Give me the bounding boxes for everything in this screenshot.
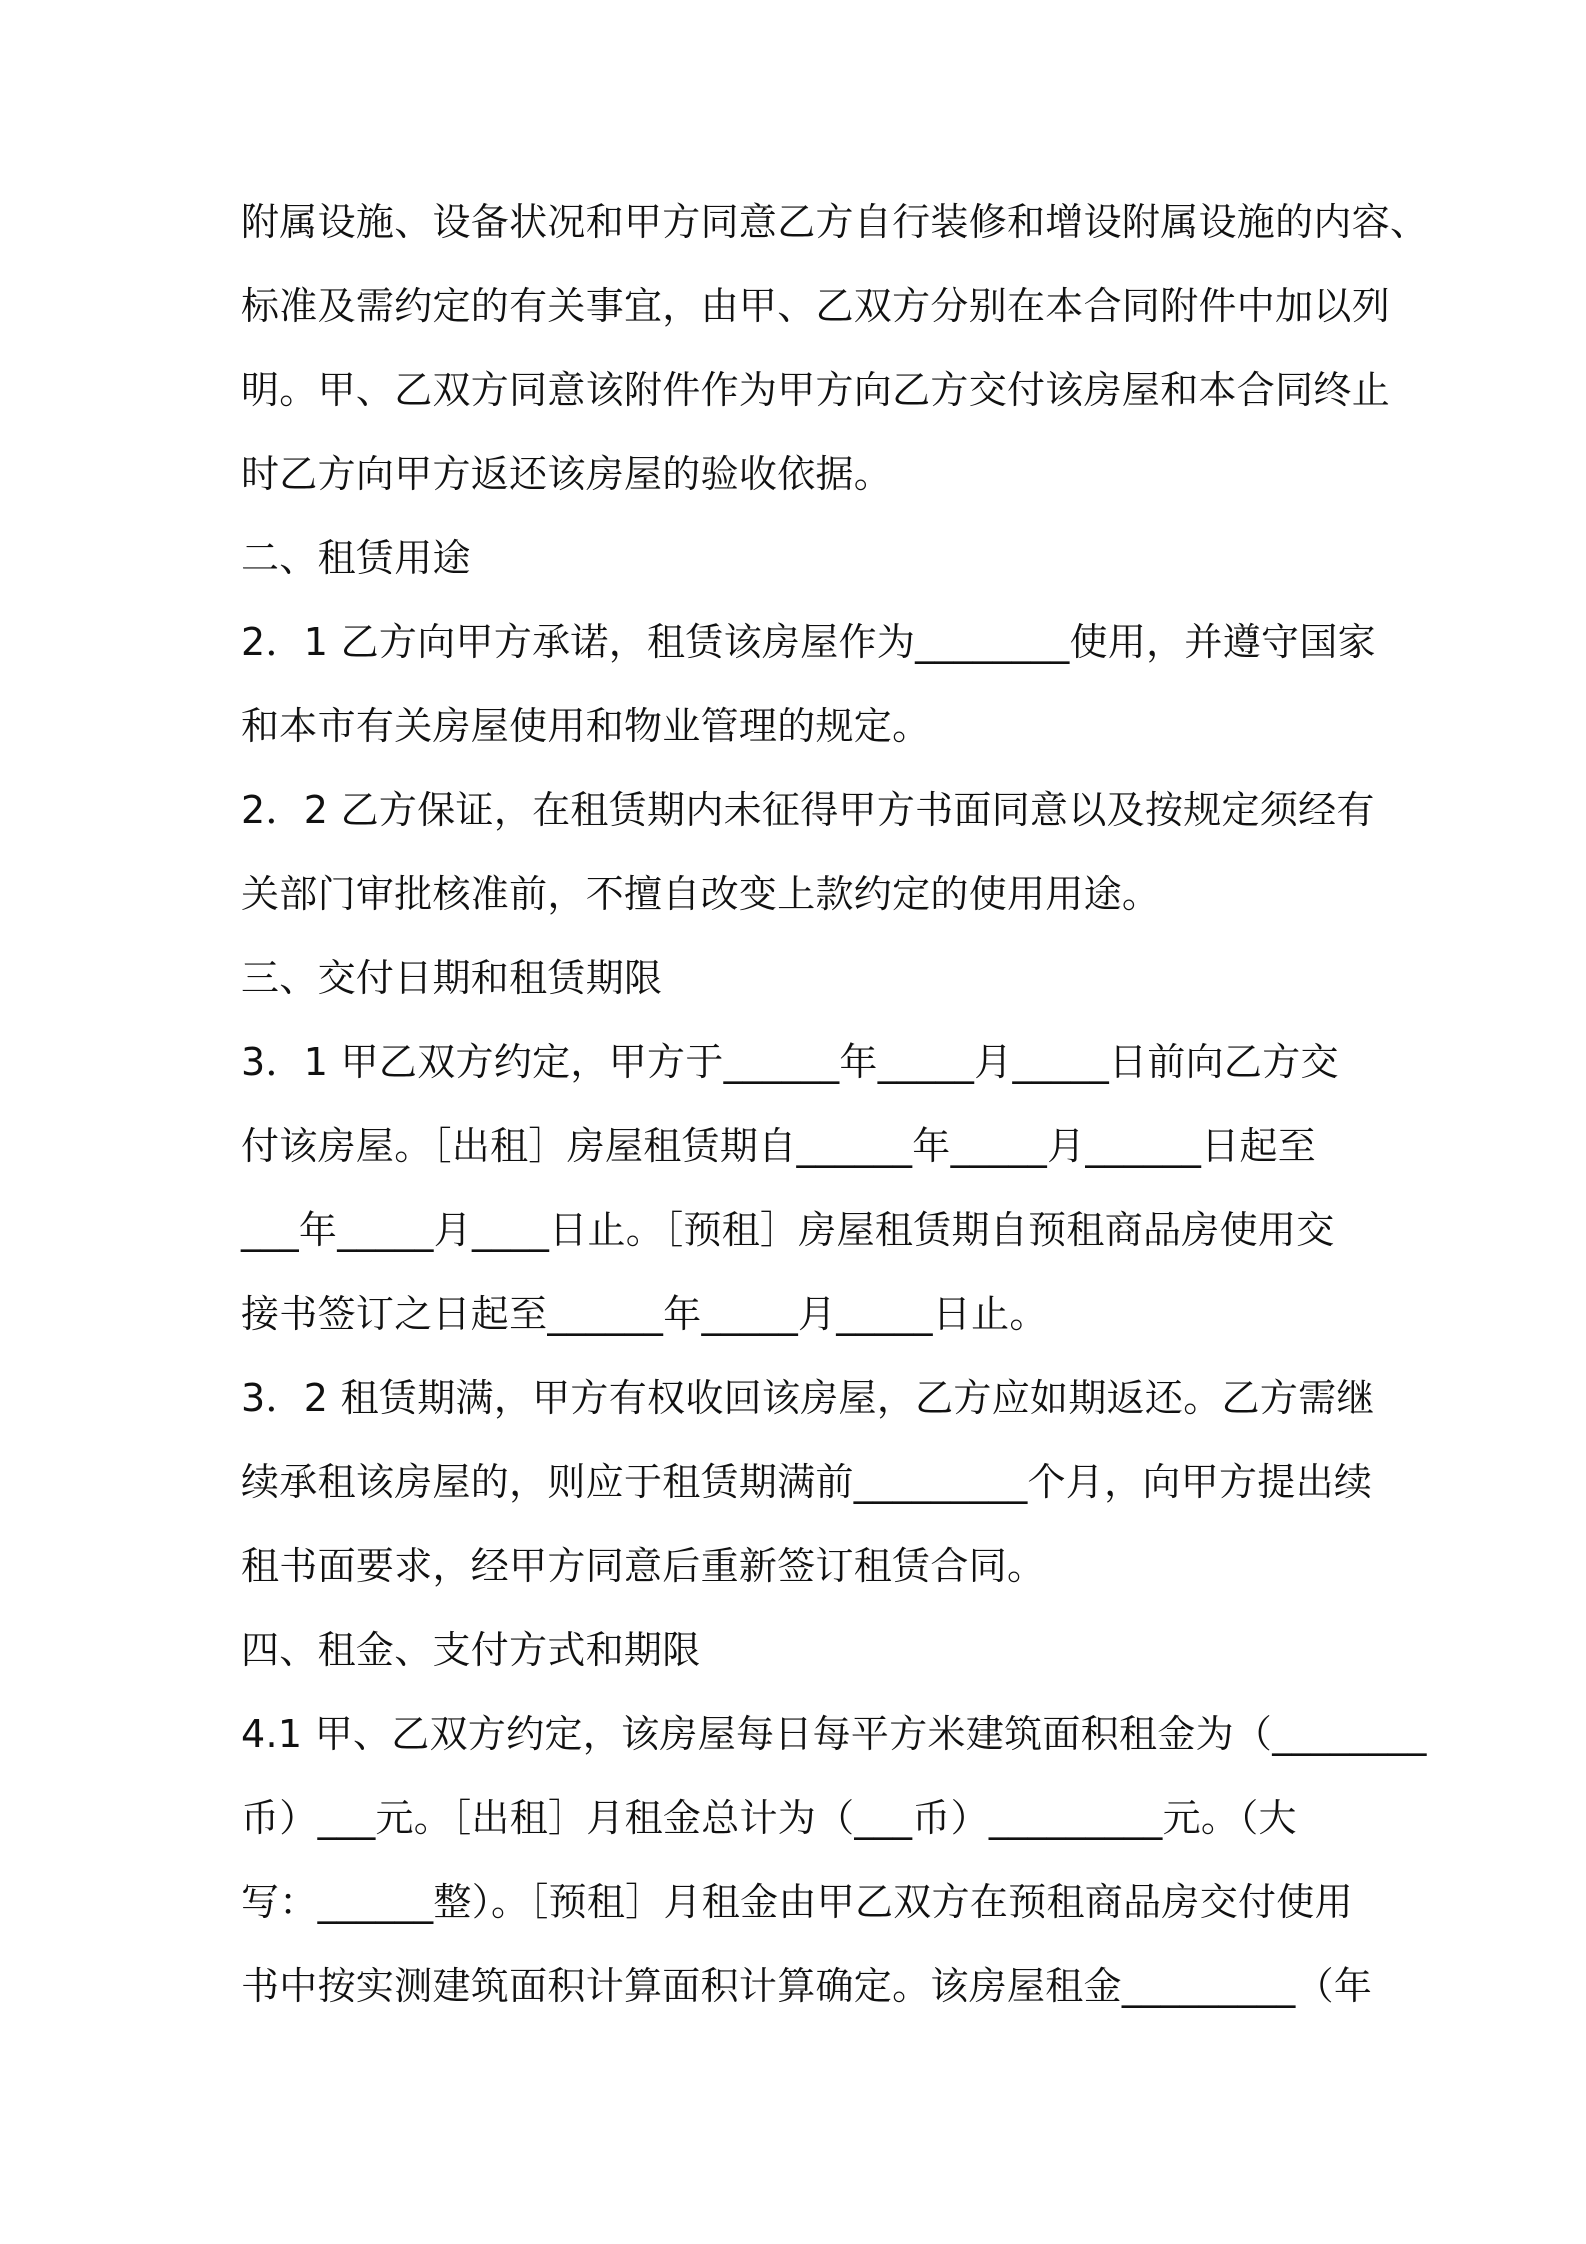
clause-3-2-line: 续承租该房屋的，则应于租赁期满前_________个月，向甲方提出续 xyxy=(241,1460,1373,1504)
paragraph-line: 时乙方向甲方返还该房屋的验收依据。 xyxy=(241,452,893,496)
clause-3-1-line: ___年_____月____日止。［预租］房屋租赁期自预租商品房使用交 xyxy=(241,1208,1335,1252)
clause-2-1-line: 2．1 乙方向甲方承诺，租赁该房屋作为________使用，并遵守国家 xyxy=(241,620,1376,664)
clause-2-1-line: 和本市有关房屋使用和物业管理的规定。 xyxy=(241,704,931,748)
clause-4-1-line: 币）___元。［出租］月租金总计为（___币）_________元。（大 xyxy=(241,1796,1297,1840)
section-heading-delivery-term: 三、交付日期和租赁期限 xyxy=(241,956,663,1000)
section-heading-rental-use: 二、租赁用途 xyxy=(241,536,471,580)
clause-3-2-line: 租书面要求，经甲方同意后重新签订租赁合同。 xyxy=(241,1544,1046,1588)
clause-3-1-line: 3．1 甲乙双方约定，甲方于______年_____月_____日前向乙方交 xyxy=(241,1040,1339,1084)
clause-2-2-line: 2．2 乙方保证，在租赁期内未征得甲方书面同意以及按规定须经有 xyxy=(241,788,1375,832)
clause-4-1-line: 写：______整）。［预租］月租金由甲乙双方在预租商品房交付使用 xyxy=(241,1880,1353,1924)
clause-4-1-line: 4.1 甲、乙双方约定，该房屋每日每平方米建筑面积租金为（________ xyxy=(241,1712,1427,1756)
section-heading-rent-payment: 四、租金、支付方式和期限 xyxy=(241,1628,701,1672)
clause-3-2-line: 3．2 租赁期满，甲方有权收回该房屋，乙方应如期返还。乙方需继 xyxy=(241,1376,1375,1420)
clause-3-1-line: 付该房屋。［出租］房屋租赁期自______年_____月______日起至 xyxy=(241,1124,1317,1168)
clause-2-2-line: 关部门审批核准前，不擅自改变上款约定的使用用途。 xyxy=(241,872,1161,916)
clause-4-1-line: 书中按实测建筑面积计算面积计算确定。该房屋租金_________（年 xyxy=(241,1964,1373,2008)
document-body xyxy=(241,180,1429,2028)
paragraph-line: 明。甲、乙双方同意该附件作为甲方向乙方交付该房屋和本合同终止 xyxy=(241,368,1391,412)
paragraph-line: 附属设施、设备状况和甲方同意乙方自行装修和增设附属设施的内容、 xyxy=(241,200,1429,244)
clause-3-1-line: 接书签订之日起至______年_____月_____日止。 xyxy=(241,1292,1048,1336)
paragraph-line: 标准及需约定的有关事宜，由甲、乙双方分别在本合同附件中加以列 xyxy=(241,284,1391,328)
